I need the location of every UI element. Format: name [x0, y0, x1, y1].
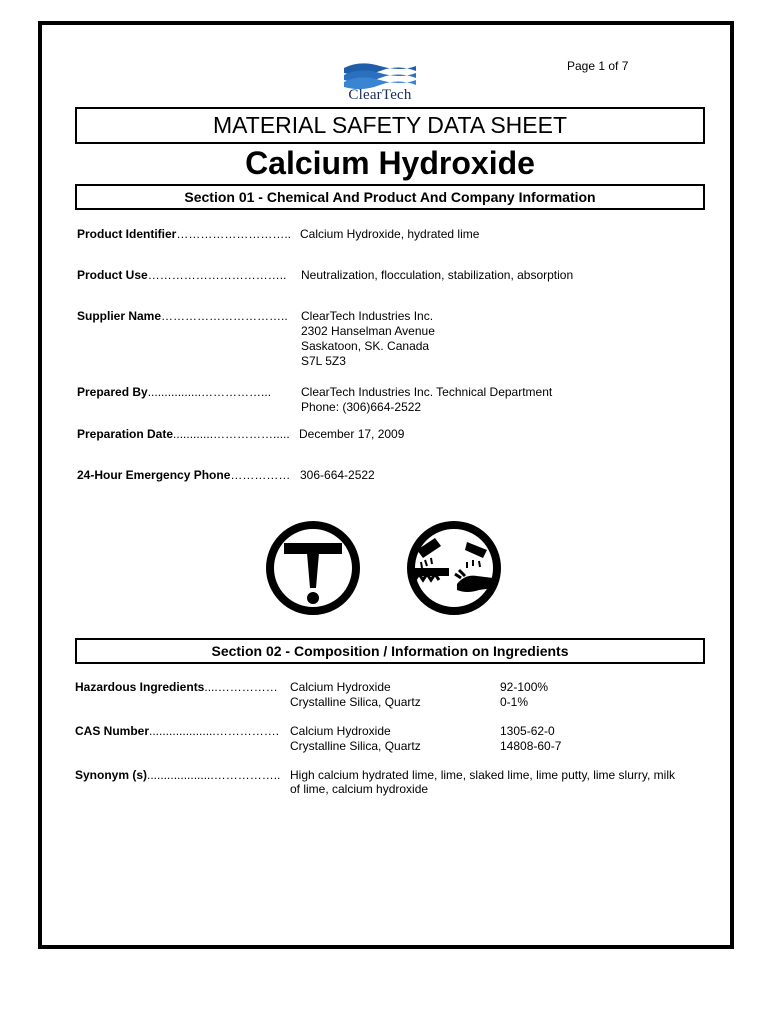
field-value: Saskatoon, SK. Canada [301, 339, 430, 353]
leader-dots: ....................……………. [149, 724, 280, 738]
field-label: Synonym (s) [75, 768, 148, 782]
cas-name: Crystalline Silica, Quartz [290, 739, 421, 753]
ingredient-name: Calcium Hydroxide [290, 680, 391, 694]
field-value: 306-664-2522 [300, 468, 375, 482]
leader-dots: ............……………..... [173, 427, 290, 441]
logo-text: ClearTech [348, 87, 412, 103]
field-value: ClearTech Industries Inc. [301, 309, 434, 323]
section-01-heading: Section 01 - Chemical And Product And Company Information [75, 184, 705, 210]
field-value: Calcium Hydroxide, hydrated lime [300, 227, 480, 241]
field-value: ClearTech Industries Inc. Technical Department [301, 385, 553, 399]
leader-dots: ....................…………….. [147, 768, 281, 782]
field-label: Prepared By [77, 385, 148, 399]
field-synonyms [75, 768, 280, 783]
leader-dots: …………………………….. [147, 268, 287, 282]
field-label: Product Use [77, 268, 148, 282]
corrosive-symbol-icon [395, 518, 513, 618]
product-name: Calcium Hydroxide [245, 145, 535, 181]
ingredient-value: 92-100% [500, 680, 549, 694]
ingredient-value: 0-1% [500, 695, 529, 709]
leader-dots: ....…………… [204, 680, 278, 694]
field-prepared-by [77, 385, 271, 400]
field-label: Supplier Name [77, 309, 162, 323]
field-label: CAS Number [75, 724, 150, 738]
field-value: December 17, 2009 [299, 427, 405, 441]
leader-dots: ………………………….. [161, 309, 288, 323]
field-label: Product Identifier [77, 227, 177, 241]
toxic-symbol-icon [254, 518, 372, 618]
field-product-identifier [77, 227, 291, 242]
synonym-text: of lime, calcium hydroxide [290, 782, 429, 796]
leader-dots: …………… [230, 468, 291, 482]
field-supplier-name [77, 309, 288, 324]
document-title: MATERIAL SAFETY DATA SHEET [75, 107, 705, 144]
field-product-use [77, 268, 286, 283]
field-value: Phone: (306)664-2522 [301, 400, 422, 414]
field-label: Preparation Date [77, 427, 174, 441]
field-value: 2302 Hanselman Avenue [301, 324, 435, 338]
cas-name: Calcium Hydroxide [290, 724, 391, 738]
synonym-text: High calcium hydrated lime, lime, slaked lime, lime putty, lime slurry, milk [290, 768, 675, 782]
page-number: Page 1 of 7 [567, 59, 629, 73]
leader-dots: ................……………... [147, 385, 272, 399]
cleartech-logo [340, 60, 420, 104]
cas-value: 14808-60-7 [500, 739, 562, 753]
field-value: S7L 5Z3 [301, 354, 346, 368]
field-preparation-date [77, 427, 290, 442]
logo-waves-icon [340, 60, 420, 90]
cas-value: 1305-62-0 [500, 724, 555, 738]
field-value: Neutralization, flocculation, stabilization, absorption [301, 268, 574, 282]
field-emergency-phone [77, 468, 290, 483]
section-02-heading: Section 02 - Composition / Information on Ingredients [75, 638, 705, 664]
field-label: 24-Hour Emergency Phone [77, 468, 231, 482]
field-label: Hazardous Ingredients [75, 680, 205, 694]
field-cas-number [75, 724, 279, 739]
leader-dots: ……………………….. [176, 227, 292, 241]
ingredient-name: Crystalline Silica, Quartz [290, 695, 421, 709]
field-hazardous-ingredients [75, 680, 278, 695]
